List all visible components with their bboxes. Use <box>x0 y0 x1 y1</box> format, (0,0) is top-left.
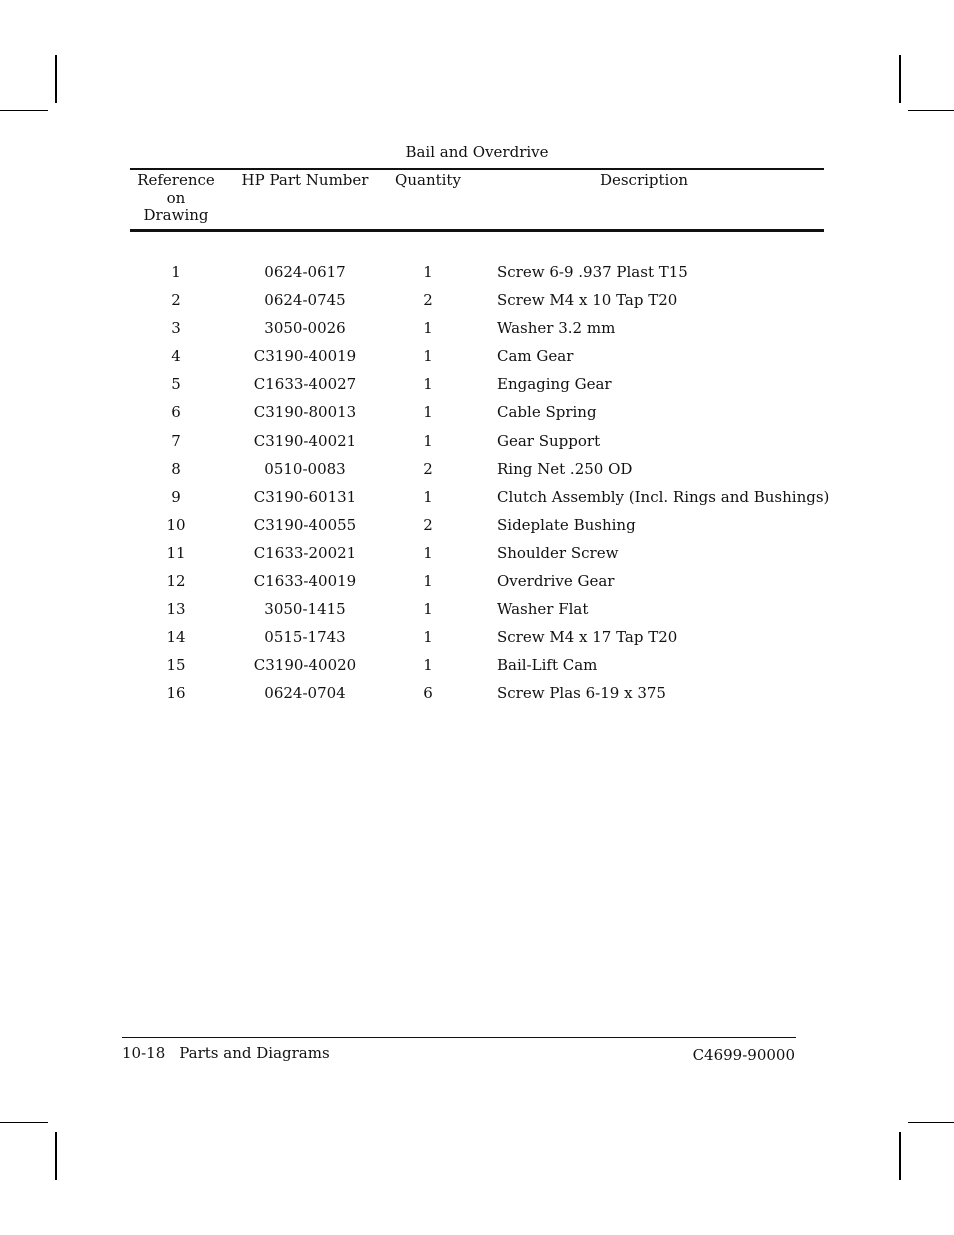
reference-cell: 11 <box>166 543 186 562</box>
table-row <box>0 595 954 623</box>
reference-cell: 10 <box>166 515 186 534</box>
reference-cell: 1 <box>171 263 181 281</box>
header-reference-line-3: Drawing <box>143 206 209 224</box>
quantity-cell: 1 <box>423 319 433 338</box>
crop-mark-top-left-vertical <box>55 55 57 103</box>
crop-mark-bottom-left-horizontal <box>0 1122 48 1123</box>
quantity-cell: 6 <box>423 684 433 703</box>
part-number-cell: C1633-20021 <box>253 543 357 562</box>
table-caption: Bail and Overdrive <box>405 143 549 161</box>
quantity-cell: 2 <box>423 515 433 534</box>
header-quantity: Quantity <box>395 171 461 189</box>
description-cell: Washer Flat <box>497 600 589 619</box>
table-row <box>0 427 954 455</box>
parts-table-body <box>0 258 954 708</box>
table-row <box>0 679 954 707</box>
description-cell: Washer 3.2 mm <box>497 319 616 338</box>
footer-left <box>122 1044 330 1062</box>
quantity-cell: 1 <box>423 403 433 422</box>
reference-cell: 2 <box>171 291 181 310</box>
description-cell: Screw M4 x 10 Tap T20 <box>497 291 678 310</box>
table-row <box>0 370 954 398</box>
description-cell: Bail-Lift Cam <box>497 656 598 675</box>
part-number-cell: 3050-0026 <box>264 319 346 338</box>
description-cell: Cam Gear <box>497 347 574 366</box>
table-row <box>0 511 954 539</box>
table-top-rule <box>130 168 824 170</box>
quantity-cell: 1 <box>423 347 433 366</box>
header-hp-part-number: HP Part Number <box>241 171 369 189</box>
quantity-cell: 1 <box>423 263 433 281</box>
header-description: Description <box>599 171 689 189</box>
reference-cell: 13 <box>166 600 186 619</box>
quantity-cell: 1 <box>423 543 433 562</box>
part-number-cell: C3190-40019 <box>253 347 357 366</box>
part-number-cell: C1633-40019 <box>253 572 357 591</box>
part-number-cell: C3190-80013 <box>253 403 357 422</box>
quantity-cell: 1 <box>423 487 433 506</box>
footer-rule <box>122 1037 796 1038</box>
part-number-cell: 3050-1415 <box>264 600 346 619</box>
header-reference-line-2: on <box>166 188 186 207</box>
reference-cell: 8 <box>171 459 181 478</box>
quantity-cell: 1 <box>423 572 433 591</box>
quantity-cell: 1 <box>423 375 433 394</box>
reference-cell: 14 <box>166 628 186 647</box>
table-row <box>0 567 954 595</box>
table-row <box>0 455 954 483</box>
part-number-cell: 0510-0083 <box>264 459 346 478</box>
description-cell: Sideplate Bushing <box>497 515 636 534</box>
part-number-cell: C3190-60131 <box>253 487 357 506</box>
crop-mark-top-right-horizontal <box>908 110 954 111</box>
quantity-cell: 1 <box>423 628 433 647</box>
table-row <box>0 651 954 679</box>
quantity-cell: 2 <box>423 291 433 310</box>
crop-mark-bottom-left-vertical <box>55 1132 57 1180</box>
table-row <box>0 398 954 426</box>
part-number-cell: C3190-40020 <box>253 656 357 675</box>
description-cell: Screw Plas 6-19 x 375 <box>497 684 666 703</box>
document-number: C4699-90000 <box>692 1046 795 1064</box>
quantity-cell: 2 <box>423 459 433 478</box>
part-number-cell: 0624-0617 <box>264 263 346 281</box>
table-row <box>0 623 954 651</box>
description-cell: Screw 6-9 .937 Plast T15 <box>497 263 688 281</box>
table-row <box>0 286 954 314</box>
crop-mark-top-right-vertical <box>899 55 901 103</box>
table-row <box>0 342 954 370</box>
description-cell: Ring Net .250 OD <box>497 459 633 478</box>
header-reference-line-1: Reference <box>137 171 215 189</box>
reference-cell: 16 <box>166 684 186 703</box>
part-number-cell: 0624-0745 <box>264 291 346 310</box>
description-cell: Cable Spring <box>497 403 597 422</box>
reference-cell: 15 <box>166 656 186 675</box>
table-row <box>0 539 954 567</box>
part-number-cell: C3190-40055 <box>253 515 357 534</box>
part-number-cell: 0624-0704 <box>264 684 346 703</box>
crop-mark-top-left-horizontal <box>0 110 48 111</box>
section-title: Parts and Diagrams <box>179 1044 330 1062</box>
reference-cell: 12 <box>166 572 186 591</box>
part-number-cell: C1633-40027 <box>253 375 357 394</box>
reference-cell: 3 <box>171 319 181 338</box>
crop-mark-bottom-right-horizontal <box>908 1122 954 1123</box>
crop-mark-bottom-right-vertical <box>899 1132 901 1180</box>
part-number-cell: C3190-40021 <box>253 431 357 450</box>
description-cell: Shoulder Screw <box>497 543 619 562</box>
description-cell: Clutch Assembly (Incl. Rings and Bushings) <box>497 487 830 506</box>
description-cell: Gear Support <box>497 431 601 450</box>
header-reference-on-drawing <box>130 172 222 225</box>
reference-cell: 6 <box>171 403 181 422</box>
quantity-cell: 1 <box>423 600 433 619</box>
description-cell: Screw M4 x 17 Tap T20 <box>497 628 678 647</box>
part-number-cell: 0515-1743 <box>264 628 346 647</box>
reference-cell: 4 <box>171 347 181 366</box>
description-cell: Engaging Gear <box>497 375 612 394</box>
table-header-rule <box>130 229 824 232</box>
table-row <box>0 314 954 342</box>
reference-cell: 9 <box>171 487 181 506</box>
page-number: 10-18 <box>122 1044 166 1062</box>
reference-cell: 7 <box>171 431 181 450</box>
table-row <box>0 258 954 286</box>
quantity-cell: 1 <box>423 656 433 675</box>
description-cell: Overdrive Gear <box>497 572 615 591</box>
reference-cell: 5 <box>171 375 181 394</box>
quantity-cell: 1 <box>423 431 433 450</box>
table-row <box>0 483 954 511</box>
